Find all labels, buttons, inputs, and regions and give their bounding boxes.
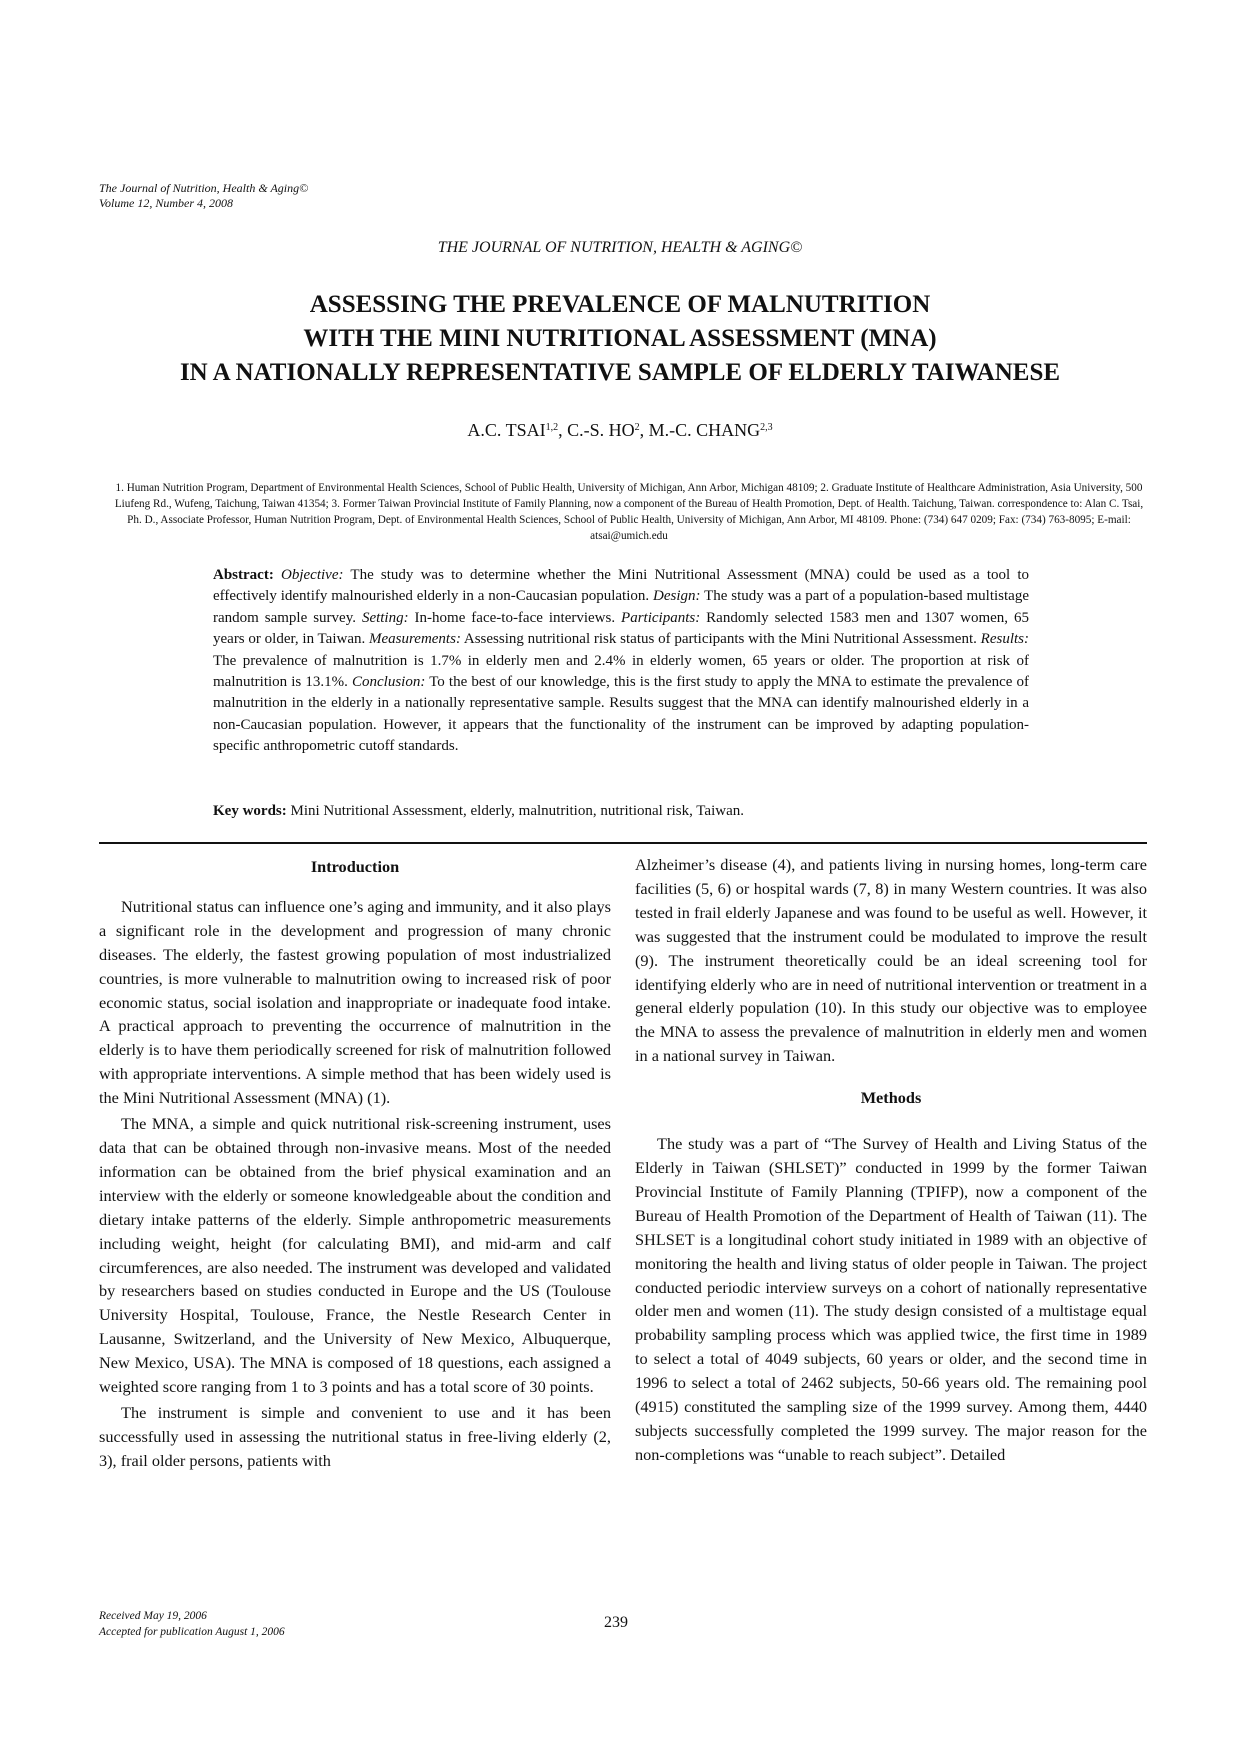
conclusion-text: To the best of our knowledge, this is the first study to apply the MNA to estimate the prevalence of malnutrition in the elderly in a nationally representative sample. Results suggest that the MNA can identify malnourished elderly in a non-Caucasian population. However, it appears that the functionality of the instrument can be improved by adapting population-specific anthropometric cutoff standards. [213, 674, 1029, 755]
measurements-text: Assessing nutritional risk status of participants with the Mini Nutritional Assessment. [463, 631, 977, 648]
title-line: IN A NATIONALLY REPRESENTATIVE SAMPLE OF ELDERLY TAIWANESE [179, 359, 1061, 386]
journal-banner: THE JOURNAL OF NUTRITION, HEALTH & AGING© [437, 239, 803, 256]
author-affiliation-mark: 2,3 [760, 422, 773, 433]
setting-text: In-home face-to-face interviews. [414, 609, 616, 626]
author-name: M.-C. CHANG [648, 420, 761, 440]
author-affiliation-mark: 2 [634, 422, 640, 433]
keywords-label: Key words: [213, 803, 287, 819]
affiliations: 1. Human Nutrition Program, Department of Environmental Health Sciences, School of Public Health, University of Michigan, Ann Arbor, Michigan 48109; 2. Graduate Institute of Healthcare Administration, Asia University, 500 Liufeng Rd., Wufeng, Taichung, Taiwan 41354; 3. Former Taiwan Provincial Institute of Family Planning, now a component of the Bureau of Health Promotion, Dept. of Health. Taichung, Taiwan. correspondence to: Alan C. Tsai, Ph. D., Associate Professor, Human Nutrition Program, Dept. of Environmental Health Sciences, School of Public Health, University of Michigan, Ann Arbor, MI 48109. Phone: (734) 647 0209; Fax: (734) 763-8095; E-mail: atsai@umich.edu [114, 482, 1144, 542]
journal-volume-line: Volume 12, Number 4, 2008 [99, 196, 233, 210]
paper-title [0, 288, 1240, 390]
setting-label: Setting: [361, 609, 409, 626]
section-heading-introduction: Introduction [310, 857, 400, 876]
title-line: WITH THE MINI NUTRITIONAL ASSESSMENT (MNA) [303, 325, 937, 352]
right-column [635, 853, 1147, 1467]
body-paragraph: The MNA, a simple and quick nutritional risk-screening instrument, uses data that can be obtained through non-invasive means. Most of the needed information can be obtained from the brief physical examination and an interview with the elderly or someone knowledgeable about the condition and dietary intake patterns of the elderly. Simple anthropometric measurements including weight, height (for calculating BMI), and mid-arm and calf circumferences, are also needed. The instrument was developed and validated by researchers based on studies conducted in Europe and the US (Toulouse University Hospital, Toulouse, France, the Nestle Research Center in Lausanne, Switzerland, and the University of New Mexico, Albuquerque, New Mexico, USA). The MNA is composed of 18 questions, each assigned a weighted score ranging from 1 to 3 points and has a total score of 30 points. [99, 1114, 611, 1397]
author-separator: , [639, 420, 649, 440]
conclusion-label: Conclusion: [352, 674, 426, 691]
author-name: C.-S. HO [567, 420, 635, 440]
section-heading-methods: Methods [860, 1088, 922, 1108]
body-paragraph: The study was a part of “The Survey of Health and Living Status of the Elderly in Taiwan (SHLSET)” conducted in 1999 by the former Taiwan Provincial Institute of Family Planning (TPIFP), now a component of the Bureau of Health Promotion of the Department of Health of Taiwan (11). The SHLSET is a longitudinal cohort study initiated in 1989 with an objective of monitoring the health and living status of older people in Taiwan. The project conducted periodic interview surveys on a cohort of nationally representative older men and women (11). The study design consisted of a multistage equal probability sampling process which was applied twice, the first time in 1989 to select a total of 4049 subjects, 60 years or older, and the second time in 1996 to select a total of 2462 subjects, 50-66 years old. The remaining pool (4915) constituted the sampling size of the 1999 survey. Among them, 4440 subjects successfully completed the 1999 survey. The major reason for the non-completions was “unable to reach subject”. Detailed [635, 1134, 1147, 1464]
page-number: 239 [604, 1614, 628, 1631]
abstract-label: Abstract: [213, 567, 274, 583]
received-date: Received May 19, 2006 [99, 1610, 207, 1622]
design-text: The study was a part of a population-based multistage random sample survey. [213, 588, 1029, 626]
accepted-date: Accepted for publication August 1, 2006 [99, 1626, 285, 1638]
body-paragraph: The instrument is simple and convenient to use and it has been successfully used in assessing the nutritional status in free-living elderly (2, 3), frail older persons, patients with [99, 1402, 611, 1470]
design-label: Design: [653, 588, 701, 605]
objective-text: The study was to determine whether the Mini Nutritional Assessment (MNA) could be used as a tool to effectively identify malnourished elderly in a non-Caucasian population. [213, 567, 1030, 605]
keywords-text: Mini Nutritional Assessment, elderly, malnutrition, nutritional risk, Taiwan. [290, 803, 744, 819]
objective-label: Objective: [281, 567, 344, 583]
body-paragraph: Nutritional status can influence one’s aging and immunity, and it also plays a significant role in the development and progression of many chronic diseases. The elderly, the fastest growing population of most industrialized countries, is more vulnerable to malnutrition owing to increased risk of poor economic status, social isolation and inappropriate or inadequate food intake. A practical approach to preventing the occurrence of malnutrition in the elderly is to have them periodically screened for risk of malnutrition followed with appropriate interventions. A simple method that has been widely used is the Mini Nutritional Assessment (MNA) (1). [99, 896, 611, 1108]
journal-name-line: The Journal of Nutrition, Health & Aging© [99, 181, 309, 195]
results-label: Results: [980, 631, 1029, 648]
author-list [0, 420, 1240, 441]
section-divider [99, 842, 1147, 844]
journal-header [99, 181, 308, 211]
left-column [99, 853, 611, 1473]
measurements-label: Measurements: [369, 631, 461, 648]
participants-label: Participants: [621, 609, 701, 626]
author-affiliation-mark: 1,2 [545, 422, 559, 433]
abstract [213, 565, 1029, 758]
author-name: A.C. TSAI [467, 420, 546, 440]
results-text: The prevalence of malnutrition is 1.7% in elderly men and 2.4% in elderly women, 65 years or older. The proportion at risk of malnutrition is 13.1%. [213, 652, 1029, 691]
received-dates [99, 1608, 285, 1640]
keywords [213, 803, 1029, 820]
body-paragraph-continued: Alzheimer’s disease (4), and patients living in nursing homes, long-term care facilities (5, 6) or hospital wards (7, 8) in many Western countries. It was also tested in frail elderly Japanese and was found to be useful as well. However, it was suggested that the instrument could be modulated to improve the result (9). The instrument theoretically could be an ideal screening tool for identifying elderly who are in need of nutritional intervention or treatment in a general elderly population (10). In this study our objective was to employee the MNA to assess the prevalence of malnutrition in elderly men and women in a national survey in Taiwan. [635, 855, 1147, 1066]
title-line: ASSESSING THE PREVALENCE OF MALNUTRITION [309, 291, 931, 318]
participants-text: Randomly selected 1583 men and 1307 women, 65 years or older, in Taiwan. [213, 609, 1030, 648]
author-separator: , [558, 420, 568, 440]
